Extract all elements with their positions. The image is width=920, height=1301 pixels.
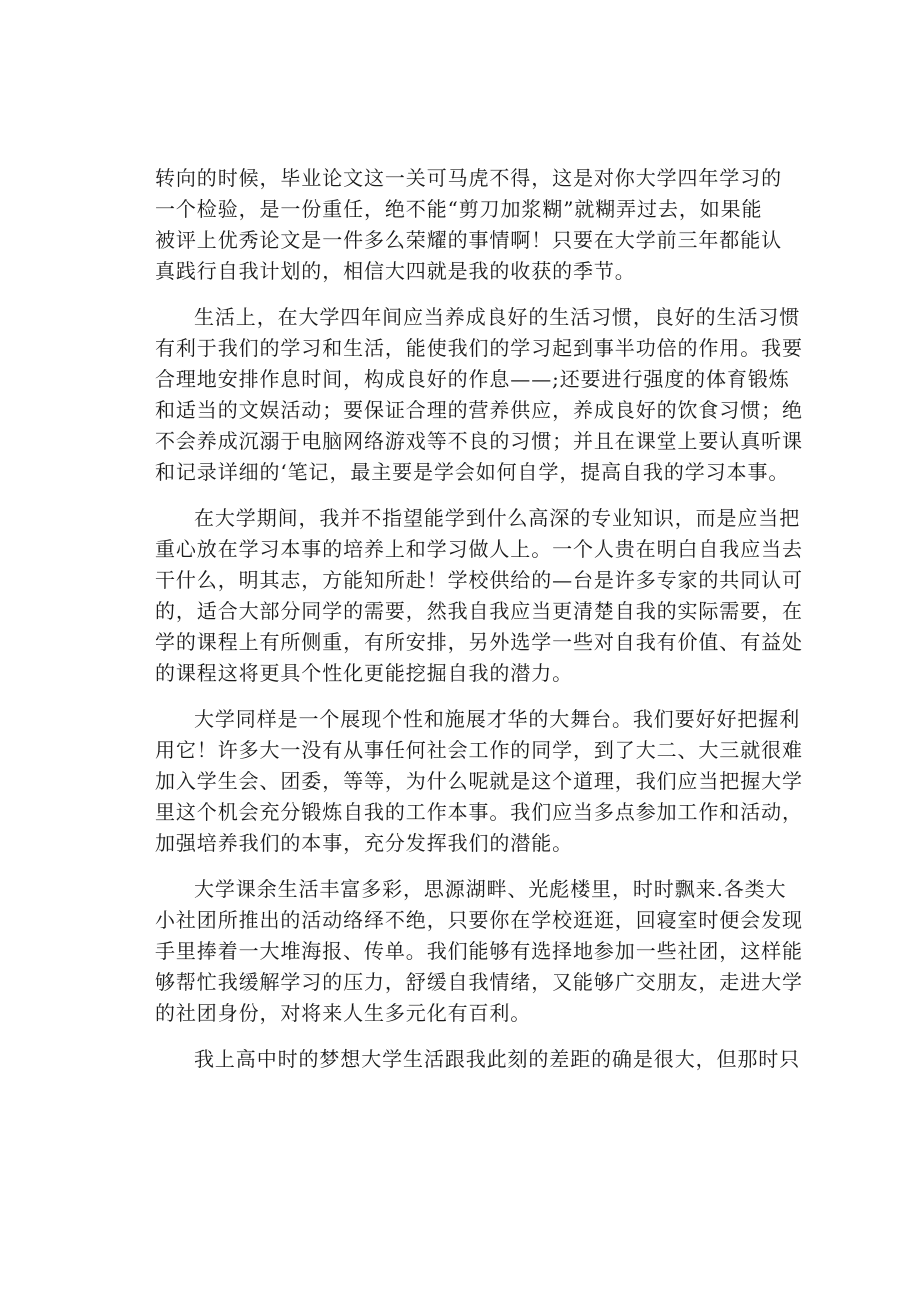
paragraph (155, 1044, 801, 1075)
text-line: 的，适合大部分同学的需要，然我自我应当更清楚自我的实际需要，在 (155, 599, 803, 623)
text-line: 的课程这将更具个性化更能挖掘自我的潜力。 (155, 661, 573, 685)
text-line: 的社团身份，对将来人生多元化有百利。 (155, 1001, 532, 1025)
document-body (155, 163, 803, 1090)
paragraph (155, 503, 803, 689)
text-line: 加强培养我们的本事，充分发挥我们的潜能。 (155, 831, 573, 855)
text-line: 转向的时候，毕业论文这一关可马虎不得，这是对你大学四年学习的 (155, 166, 782, 190)
text-line: 不会养成沉溺于电脑网络游戏等不良的习惯；并且在课堂上要认真听课 (155, 429, 803, 453)
text-line: 在大学期间，我并不指望能学到什么高深的专业知识，而是应当把 (194, 506, 801, 530)
text-line: 加入学生会、团委，等等，为什么呢就是这个道理，我们应当把握大学 (155, 769, 803, 793)
paragraph (155, 163, 782, 287)
text-line: 大学课余生活丰富多彩，思源湖畔、光彪楼里，时时飘来.各类大 (194, 877, 787, 901)
paragraph (155, 302, 803, 488)
text-line: 用它！许多大一没有从事任何社会工作的同学，到了大二、大三就很难 (155, 738, 803, 762)
text-line: 一个检验，是一份重任，绝不能“剪刀加浆糊”就糊弄过去，如果能 (155, 197, 763, 221)
text-line: 被评上优秀论文是一件多么荣耀的事情啊！只要在大学前三年都能认 (155, 228, 782, 252)
text-line: 干什么，明其志，方能知所赴！学校供给的—台是许多专家的共同认可 (155, 568, 803, 592)
text-line: 大学同样是一个展现个性和施展才华的大舞台。我们要好好把握利 (194, 707, 801, 731)
text-line: 小社团所推出的活动络绎不绝，只要你在学校逛逛，回寝室时便会发现 (155, 908, 803, 932)
text-line: 合理地安排作息时间，构成良好的作息——;还要进行强度的体育锻炼 (155, 367, 790, 391)
text-line: 学的课程上有所侧重，有所安排，另外选学一些对自我有价值、有益处 (155, 630, 803, 654)
text-line: 和适当的文娱活动；要保证合理的营养供应，养成良好的饮食习惯；绝 (155, 398, 803, 422)
text-line: 手里捧着一大堆海报、传单。我们能够有选择地参加一些社团，这样能 (155, 939, 803, 963)
text-line: 我上高中时的梦想大学生活跟我此刻的差距的确是很大，但那时只 (194, 1047, 801, 1071)
text-line: 和记录详细的‘笔记，最主要是学会如何自学，提高自我的学习本事。 (155, 460, 790, 484)
paragraph (155, 874, 803, 1029)
text-line: 真践行自我计划的，相信大四就是我的收获的季节。 (155, 259, 636, 283)
text-line: 有利于我们的学习和生活，能使我们的学习起到事半功倍的作用。我要 (155, 336, 803, 360)
text-line: 里这个机会充分锻炼自我的工作本事。我们应当多点参加工作和活动， (155, 800, 803, 824)
paragraph (155, 704, 803, 859)
text-line: 重心放在学习本事的培养上和学习做人上。一个人贵在明白自我应当去 (155, 537, 803, 561)
text-line: 生活上，在大学四年间应当养成良好的生活习惯，良好的生活习惯 (194, 305, 801, 329)
text-line: 够帮忙我缓解学习的压力，舒缓自我情绪，又能够广交朋友，走进大学 (155, 970, 803, 994)
